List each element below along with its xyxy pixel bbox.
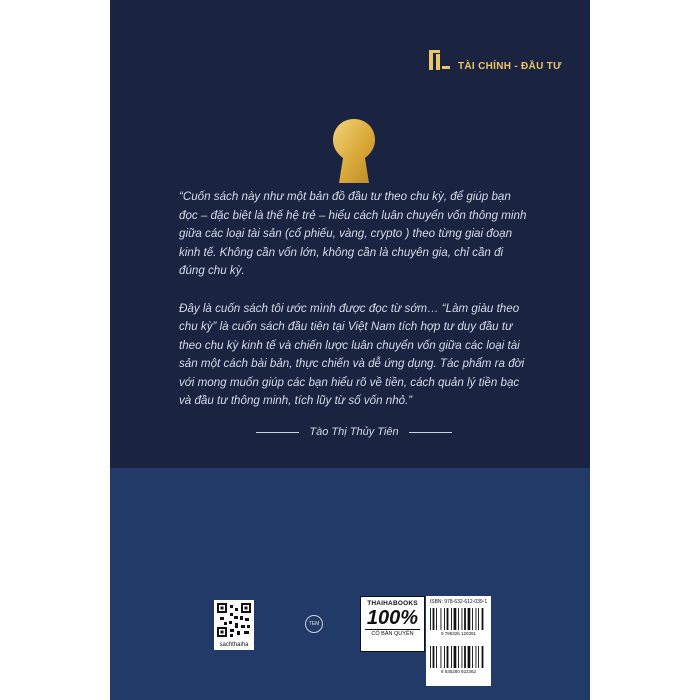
copyright-badge — [360, 596, 425, 652]
quote-paragraph-1: “Cuốn sách này như một bản đồ đầu tư theo chu kỳ, để giúp bạn đọc – đặc biệt là thế hệ trẻ – hiểu cách luân chuyển vốn thông minh giữa các loại tài sản (cổ phiếu, vàng, crypto ) theo từng giai đoạn kinh tế. Không cần vốn lớn, không cần là chuyên gia, chỉ cần đi đúng chu kỳ. — [179, 190, 527, 277]
keyhole-icon — [331, 118, 377, 184]
isbn-barcode-icon — [430, 608, 487, 630]
qr-label: sachthaiha — [219, 642, 249, 648]
badge-subtitle: CÓ BẢN QUYỀN — [365, 629, 420, 637]
publisher-logo-icon — [426, 46, 452, 72]
barcode-panel — [426, 596, 491, 686]
author-signature — [256, 426, 452, 438]
book-quote — [179, 188, 527, 411]
series-header — [426, 46, 562, 72]
isbn-barcode-digits: 9 786326 120391 — [440, 631, 477, 636]
ean-barcode-icon — [430, 646, 487, 668]
isbn-text: ISBN: 978-632-612-039-1 — [429, 599, 488, 605]
book-back-cover — [110, 0, 590, 700]
qr-code-icon — [217, 603, 251, 637]
author-name: Tào Thị Thủy Tiên — [309, 426, 399, 438]
quote-paragraph-2: Đây là cuốn sách tôi ước mình được đọc từ sớm… “Làm giàu theo chu kỳ” là cuốn sách đầu tiên tại Việt Nam tích hợp tư duy đầu tư theo chu kỳ kinh tế và chiến lược luân chuyển vốn giữa các loại tài sản một cách bài bản, thực chiến và dễ ứng dụng. Tác phẩm ra đời với mong muốn giúp các bạn hiểu rõ về tiền, cách quản lý tiền bạc và đầu tư thông minh, tích lũy từ số vốn nhỏ.” — [179, 301, 525, 407]
qr-code — [214, 600, 254, 650]
badge-brand: THAIHABOOKS — [367, 600, 418, 607]
stamp-seal: TEM — [305, 615, 323, 633]
ean-barcode-digits: 8 935280 922362 — [440, 669, 477, 674]
cover-bottom-panel — [110, 468, 590, 700]
signature-rule-left — [256, 432, 299, 433]
signature-rule-right — [409, 432, 452, 433]
badge-percent: 100% — [366, 607, 419, 629]
series-label: TÀI CHÍNH - ĐẦU TƯ — [458, 61, 562, 72]
